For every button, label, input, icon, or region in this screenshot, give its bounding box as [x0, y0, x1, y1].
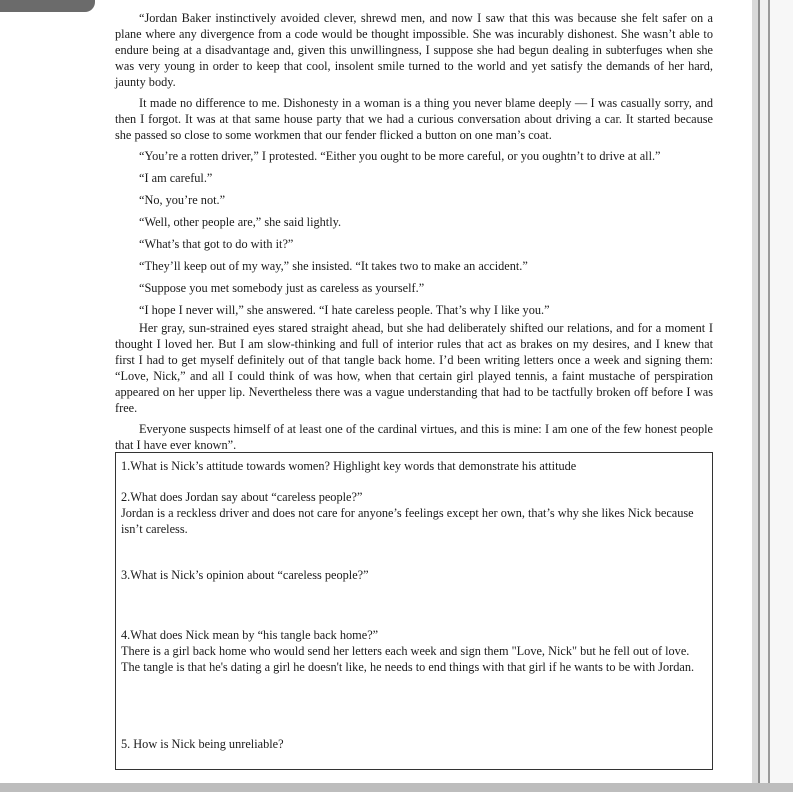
question-item-2 [121, 489, 704, 537]
dialogue-line: “Suppose you met somebody just as careless as yourself.” [139, 281, 425, 295]
dialogue-line: “I am careful.” [139, 171, 213, 185]
page-gap [760, 0, 768, 792]
answer-text[interactable]: There is a girl back home who would send her letters each week and sign them "Love, Nick" but he fell out of love. The tangle is that he's dating a girl he doesn't like, he needs to end things with that girl if he wants to be with Jordan. [121, 644, 695, 674]
paragraph-jordan-description: “Jordan Baker instinctively avoided clever, shrewd men, and now I saw that this was because she felt safer on a plane where any divergence from a code would be thought impossible. She was incurably dishonest. She wasn’t able to endure being at a disadvantage and, given this unwillingness, I suppose she had begun dealing in subterfuges when she was very young in order to keep that cool, insolent smile turned to the world and yet satisfy the demands of her hard, jaunty body. [115, 11, 713, 89]
question-item-3 [121, 567, 704, 583]
question-text: 4.What does Nick mean by “his tangle back home?” [121, 628, 379, 642]
question-item-1 [121, 458, 704, 474]
paragraph-cardinal-virtues: Everyone suspects himself of at least one of the cardinal virtues, and this is mine: I am one of the few honest people that I have ever known”. [115, 422, 713, 452]
question-item-5 [121, 736, 704, 752]
cropped-heading-fragment [270, 0, 570, 3]
questions-box [115, 452, 713, 770]
dialogue-line: “I hope I never will,” she answered. “I hate careless people. That’s why I like you.” [139, 303, 550, 317]
viewer-margin [770, 0, 793, 792]
top-left-dark-tab [0, 0, 95, 12]
question-text: 3.What is Nick’s opinion about “careless people?” [121, 568, 369, 582]
dialogue-line: “What’s that got to do with it?” [139, 237, 294, 251]
question-text: 5. How is Nick being unreliable? [121, 737, 284, 751]
dialogue-line: “No, you’re not.” [139, 193, 226, 207]
paragraph-driving-conversation: It made no difference to me. Dishonesty in a woman is a thing you never blame deeply — I was casually sorry, and then I forgot. It was at that same house party that we had a curious conversation about driving a car. It started because she passed so close to some workmen that our fender flicked a button on one man’s coat. [115, 96, 713, 142]
question-item-4 [121, 627, 704, 675]
novel-excerpt [115, 10, 713, 458]
dialogue-line: “They’ll keep out of my way,” she insisted. “It takes two to make an accident.” [139, 259, 528, 273]
question-text: 2.What does Jordan say about “careless people?” [121, 490, 363, 504]
bottom-edge-bar [0, 783, 793, 792]
dialogue-line: “Well, other people are,” she said lightly. [139, 215, 342, 229]
dialogue-line: “You’re a rotten driver,” I protested. “Either you ought to be more careful, or you oughtn’t to drive at all.” [139, 149, 661, 163]
question-text: 1.What is Nick’s attitude towards women? Highlight key words that demonstrate his attitude [121, 459, 577, 473]
answer-text[interactable]: Jordan is a reckless driver and does not care for anyone’s feelings except her own, that’s why she likes Nick because isn’t careless. [121, 506, 694, 536]
paragraph-tangle-back-home: Her gray, sun-strained eyes stared straight ahead, but she had deliberately shifted our relations, and for a moment I thought I loved her. But I am slow-thinking and full of interior rules that act as brakes on my desires, and I knew that first I had to get myself definitely out of that tangle back home. I’d been writing letters once a week and signing them: “Love, Nick,” and all I could think of was how, when that certain girl played tennis, a faint mustache of perspiration appeared on her upper lip. Nevertheless there was a vague understanding that had to be tactfully broken off before I was free. [115, 321, 713, 415]
